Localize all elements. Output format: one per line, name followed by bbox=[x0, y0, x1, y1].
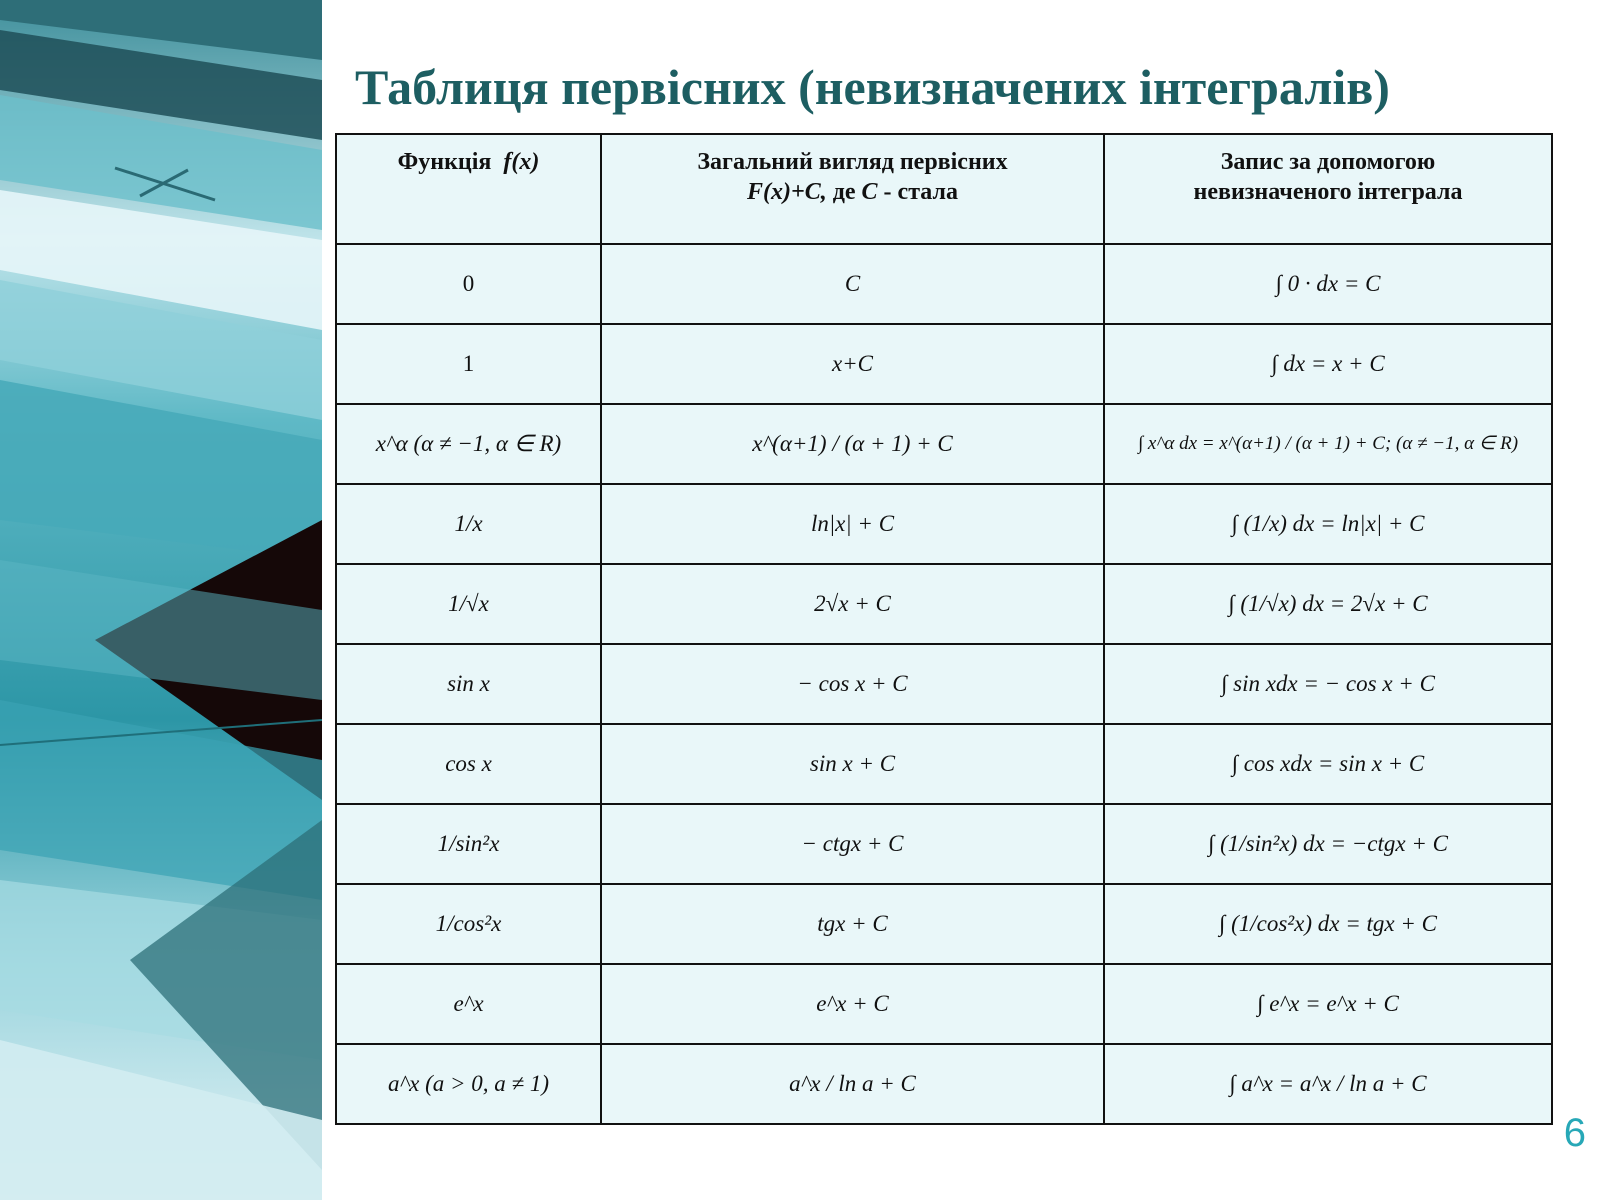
decorative-side-panel bbox=[0, 0, 322, 1200]
table-row bbox=[336, 644, 1552, 724]
antiderivative-cell: tgx + C bbox=[601, 884, 1104, 964]
antiderivative-cell: a^x / ln a + C bbox=[601, 1044, 1104, 1124]
function-cell: x^α (α ≠ −1, α ∈ R) bbox=[336, 404, 601, 484]
table-row bbox=[336, 564, 1552, 644]
header-function: Функція f(x) bbox=[336, 134, 601, 244]
antiderivative-cell: 2√x + C bbox=[601, 564, 1104, 644]
function-cell: 0 bbox=[336, 244, 601, 324]
function-cell: 1/sin²x bbox=[336, 804, 601, 884]
table-row bbox=[336, 484, 1552, 564]
function-cell: sin x bbox=[336, 644, 601, 724]
integral-cell: ∫ dx = x + C bbox=[1104, 324, 1552, 404]
integral-cell: ∫ (1/√x) dx = 2√x + C bbox=[1104, 564, 1552, 644]
antiderivative-cell: x+C bbox=[601, 324, 1104, 404]
integral-cell: ∫ a^x = a^x / ln a + C bbox=[1104, 1044, 1552, 1124]
function-cell: cos x bbox=[336, 724, 601, 804]
antiderivative-cell: x^(α+1) / (α + 1) + C bbox=[601, 404, 1104, 484]
integral-cell: ∫ e^x = e^x + C bbox=[1104, 964, 1552, 1044]
page-number: 6 bbox=[1563, 1111, 1586, 1155]
function-cell: 1/x bbox=[336, 484, 601, 564]
table-row bbox=[336, 1044, 1552, 1124]
antiderivative-cell: sin x + C bbox=[601, 724, 1104, 804]
antiderivative-cell: − ctgx + C bbox=[601, 804, 1104, 884]
table-row bbox=[336, 324, 1552, 404]
table-row bbox=[336, 964, 1552, 1044]
antiderivative-cell: − cos x + C bbox=[601, 644, 1104, 724]
integral-cell: ∫ sin xdx = − cos x + C bbox=[1104, 644, 1552, 724]
integral-cell: ∫ 0 · dx = C bbox=[1104, 244, 1552, 324]
integral-cell: ∫ (1/sin²x) dx = −ctgx + C bbox=[1104, 804, 1552, 884]
table-header-row bbox=[336, 134, 1552, 244]
table-row bbox=[336, 884, 1552, 964]
function-cell: 1/√x bbox=[336, 564, 601, 644]
table-row bbox=[336, 804, 1552, 884]
header-general-antiderivative: Загальний вигляд первісних F(x)+C, де C - стала bbox=[601, 134, 1104, 244]
header-integral-notation: Запис за допомогою невизначеного інтеграла bbox=[1104, 134, 1552, 244]
table-row bbox=[336, 404, 1552, 484]
function-cell: e^x bbox=[336, 964, 601, 1044]
integral-cell: ∫ x^α dx = x^(α+1) / (α + 1) + C; (α ≠ −1, α ∈ R) bbox=[1104, 404, 1552, 484]
page-title: Таблиця первісних (невизначених інтегралів) bbox=[355, 59, 1390, 115]
function-cell: 1 bbox=[336, 324, 601, 404]
antiderivative-cell: C bbox=[601, 244, 1104, 324]
function-cell: 1/cos²x bbox=[336, 884, 601, 964]
table-row bbox=[336, 244, 1552, 324]
function-cell: a^x (a > 0, a ≠ 1) bbox=[336, 1044, 601, 1124]
antiderivative-cell: ln|x| + C bbox=[601, 484, 1104, 564]
integral-cell: ∫ (1/x) dx = ln|x| + C bbox=[1104, 484, 1552, 564]
antiderivatives-table bbox=[335, 133, 1553, 1125]
table-row bbox=[336, 724, 1552, 804]
integral-cell: ∫ (1/cos²x) dx = tgx + C bbox=[1104, 884, 1552, 964]
antiderivative-cell: e^x + C bbox=[601, 964, 1104, 1044]
integral-cell: ∫ cos xdx = sin x + C bbox=[1104, 724, 1552, 804]
